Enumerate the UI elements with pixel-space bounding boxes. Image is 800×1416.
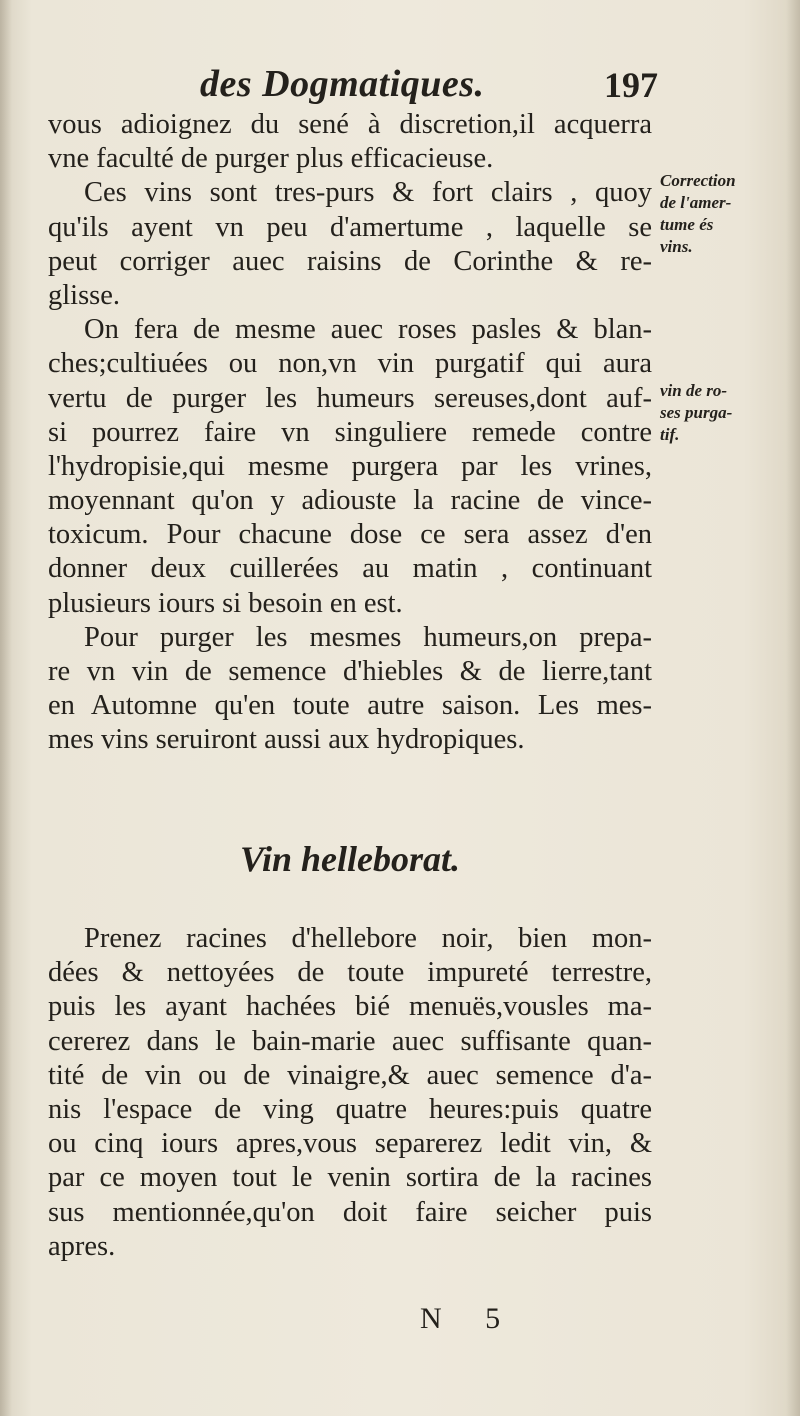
text-line: l'hydropisie,qui mesme purgera par les vrines, — [48, 450, 652, 482]
margin-note-line: vins. — [660, 237, 693, 256]
text-line: moyennant qu'on y adiouste la racine de vince- — [48, 485, 652, 517]
text-line: Ces vins sont tres-purs & fort clairs , quoy — [84, 177, 652, 209]
margin-note-correction — [660, 170, 770, 258]
page-gutter-shadow — [0, 0, 12, 1416]
text-line: glisse. — [48, 279, 121, 311]
text-line: mes vins seruiront aussi aux hydropiques. — [48, 724, 525, 756]
text-line: si pourrez faire vn singuliere remede contre — [48, 416, 652, 448]
text-line: par ce moyen tout le venin sortira de la racines — [48, 1162, 652, 1194]
text-line: vous adioignez du sené à discretion,il acquerra — [48, 109, 652, 140]
margin-note-line: tif. — [660, 425, 680, 444]
text-line: ches;cultiuées ou non,vn vin purgatif qui aura — [48, 348, 652, 380]
text-line: vne faculté de purger plus efficacieuse. — [48, 143, 494, 175]
text-line: nis l'espace de ving quatre heures:puis quatre — [48, 1093, 652, 1125]
text-line: dées & nettoyées de toute impureté terrestre, — [48, 957, 652, 989]
text-line: ou cinq iours apres,vous separerez ledit vin, & — [48, 1128, 652, 1160]
text-line: On fera de mesme auec roses pasles & blan- — [84, 314, 652, 346]
text-line: en Automne qu'en toute autre saison. Les mes- — [48, 690, 652, 722]
text-line: vertu de purger les humeurs sereuses,dont auf- — [48, 382, 652, 414]
text-line: Prenez racines d'hellebore noir, bien mon- — [84, 923, 652, 954]
text-line: qu'ils ayent vn peu d'amertume , laquelle se — [48, 211, 652, 243]
margin-note-line: Correction — [660, 171, 736, 190]
running-title: des Dogmatiques. — [200, 63, 485, 105]
margin-note-line: ses purga- — [660, 403, 733, 422]
text-line: puis les ayant hachées bié menuës,vousles ma- — [48, 991, 652, 1023]
margin-note-line: de l'amer- — [660, 193, 732, 212]
text-line: cererez dans le bain-marie auec suffisante quan- — [48, 1025, 652, 1057]
margin-note-line: vin de ro- — [660, 381, 728, 400]
text-line: tité de vin ou de vinaigre,& auec semence d'a- — [48, 1059, 652, 1091]
margin-note-line: tume és — [660, 215, 714, 234]
text-line: re vn vin de semence d'hiebles & de lierre,tant — [48, 656, 652, 687]
page-number: 197 — [604, 65, 658, 105]
page-edge-shadow — [786, 0, 800, 1416]
text-line: toxicum. Pour chacune dose ce sera assez d'en — [48, 519, 652, 551]
page-header — [200, 62, 670, 112]
text-line: Pour purger les mesmes humeurs,on prepa- — [84, 621, 652, 653]
section-heading: Vin helleborat. — [239, 839, 461, 879]
text-line: sus mentionnée,qu'on doit faire seicher puis — [48, 1196, 652, 1228]
text-line: apres. — [48, 1230, 116, 1262]
second-text-block — [48, 922, 652, 1264]
main-text-block — [48, 108, 652, 758]
text-line: plusieurs iours si besoin en est. — [48, 587, 403, 619]
margin-note-rose-wine — [660, 380, 770, 446]
text-line: donner deux cuillerées au matin , continuant — [48, 553, 652, 585]
text-line: peut corriger auec raisins de Corinthe & re- — [48, 245, 652, 277]
signature-mark: N 5 — [420, 1302, 519, 1335]
